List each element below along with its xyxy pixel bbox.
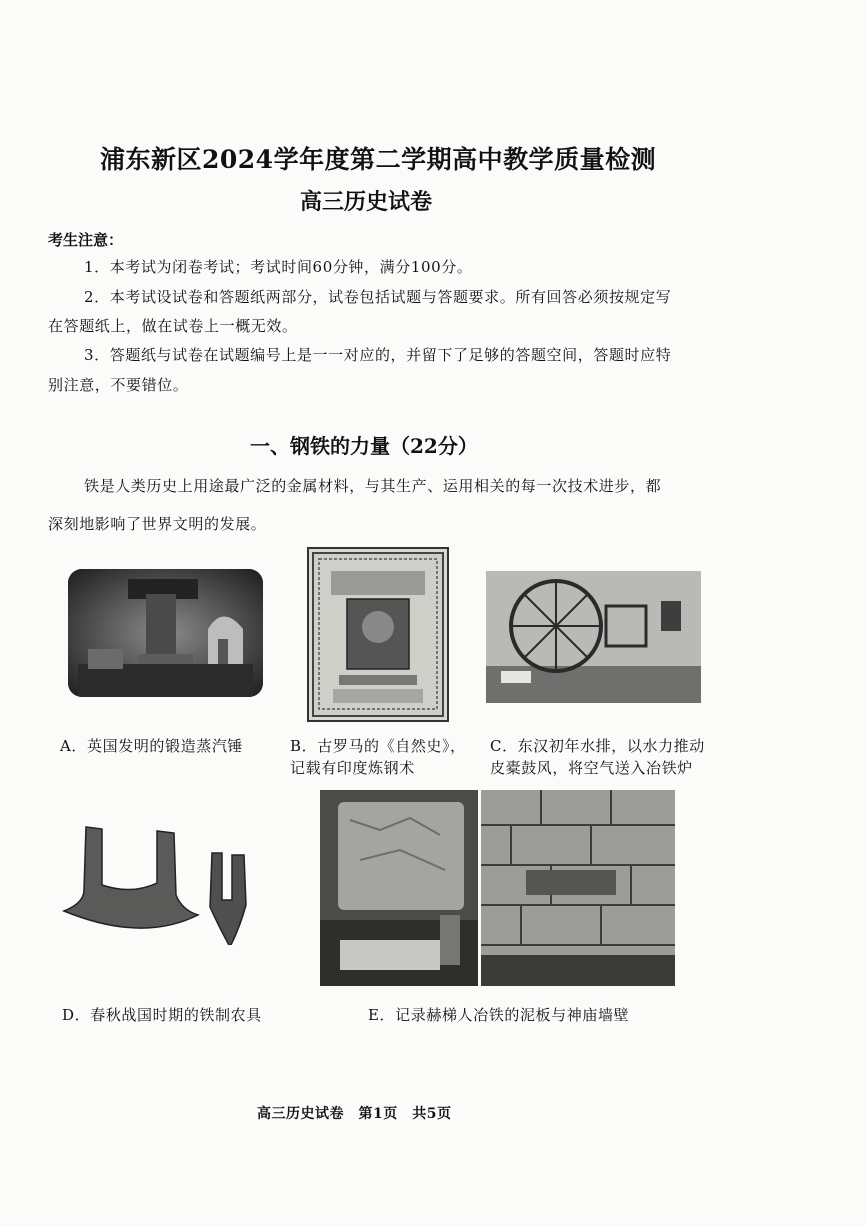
notice-line-3a: 3．答题纸与试卷在试题编号上是一一对应的，并留下了足够的答题空间，答题时应特 <box>84 346 672 364</box>
hittite-clay-tablet-photo <box>320 790 478 986</box>
exam-title: 浦东新区2024学年度第二学期高中教学质量检测 <box>100 145 657 174</box>
caption-b-line1: B．古罗马的《自然史》， <box>290 737 466 755</box>
caption-e: E．记录赫梯人冶铁的泥板与神庙墙壁 <box>368 1006 630 1024</box>
natural-history-book-photo <box>307 547 449 722</box>
notice-line-3b: 别注意，不要错位。 <box>48 376 189 394</box>
steam-hammer-photo <box>68 569 263 697</box>
caption-c-line2: 皮橐鼓风，将空气送入冶铁炉 <box>490 759 693 777</box>
page-footer: 高三历史试卷 第1页 共5页 <box>257 1106 452 1122</box>
section-title: 一、钢铁的力量（22分） <box>250 434 478 458</box>
caption-d: D．春秋战国时期的铁制农具 <box>62 1006 262 1024</box>
iron-farm-tools-photo <box>62 825 272 945</box>
water-bellows-model-photo <box>486 571 701 703</box>
temple-wall-photo <box>481 790 675 986</box>
notice-line-2b: 在答题纸上，做在试卷上一概无效。 <box>48 317 298 335</box>
caption-b-line2: 记载有印度炼钢术 <box>290 759 415 777</box>
section-intro-a: 铁是人类历史上用途最广泛的金属材料，与其生产、运用相关的每一次技术进步，都 <box>84 477 662 495</box>
section-intro-b: 深刻地影响了世界文明的发展。 <box>48 515 267 533</box>
notice-line-1: 1．本考试为闭卷考试；考试时间60分钟，满分100分。 <box>84 258 473 276</box>
notice-line-2a: 2．本考试设试卷和答题纸两部分，试卷包括试题与答题要求。所有回答必须按规定写 <box>84 288 672 306</box>
caption-a: A．英国发明的锻造蒸汽锤 <box>60 737 244 755</box>
caption-c-line1: C．东汉初年水排，以水力推动 <box>490 737 705 755</box>
exam-subtitle: 高三历史试卷 <box>300 189 433 215</box>
notice-heading: 考生注意： <box>48 231 124 249</box>
